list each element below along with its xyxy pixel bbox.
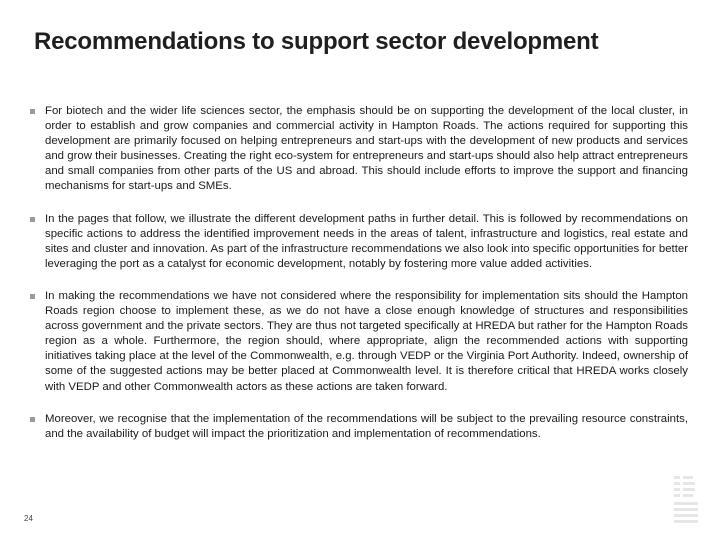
bullet-square-icon [30,217,35,222]
bullet-text: In the pages that follow, we illustrate the different development paths in further detail. This is followed by recommendations on specific actions to address the identified improvement needs in the areas of talent, infrastructure and logistics, real estate and sites and cluster and innovation. As part of the infrastructure recommendations we also look into specific opportunities for better leveraging the port as a catalyst for economic development, notably by fostering more value added activities. [45,212,688,270]
bullet-square-icon [30,417,35,422]
bullet-text: In making the recommendations we have not considered where the responsibility for implementation sits should the Hampton Roads region choose to implement these, as we do not have a close enough knowledge of structures and responsibilities across government and the private sectors. They are thus not targeted specifically at HREDA but rather for the Hampton Roads region as a whole. Furthermore, the region should, where appropriate, align the recommended actions with supporting initiatives taking place at the level of the Commonwealth, e.g. through VEDP or the Virginia Port Authority. Indeed, ownership of some of the suggested actions may be better placed at Commonwealth level. It is therefore critical that HREDA works closely with VEDP and other Commonwealth actors as these actions are taken forward. [45,289,688,393]
bullet-item [30,104,688,195]
bullet-item [30,289,688,395]
bullet-square-icon [30,294,35,299]
bullet-item [30,212,688,272]
bullet-square-icon [30,109,35,114]
bullet-item [30,412,688,442]
page-number: 24 [24,514,33,523]
ibm-logo-watermark-icon [672,472,702,528]
slide-title: Recommendations to support sector development [34,28,599,55]
bullet-list [30,104,688,442]
bullet-text: For biotech and the wider life sciences sector, the emphasis should be on supporting the development of the local cluster, in order to establish and grow companies and commercial activity in Hampton Roads. The actions required for supporting this development are primarily focused on helping entrepreneurs and start-ups with the development of new products and services and grow their businesses. Creating the right eco-system for entrepreneurs and start-ups should also help attract entrepreneurs and small companies from other parts of the US and abroad. This should include efforts to improve the support and financing mechanisms for start-ups and SMEs. [45,105,688,193]
bullet-text: Moreover, we recognise that the implementation of the recommendations will be subject to the prevailing resource constraints, and the availability of budget will impact the prioritization and implementation of recommendations. [45,412,688,440]
